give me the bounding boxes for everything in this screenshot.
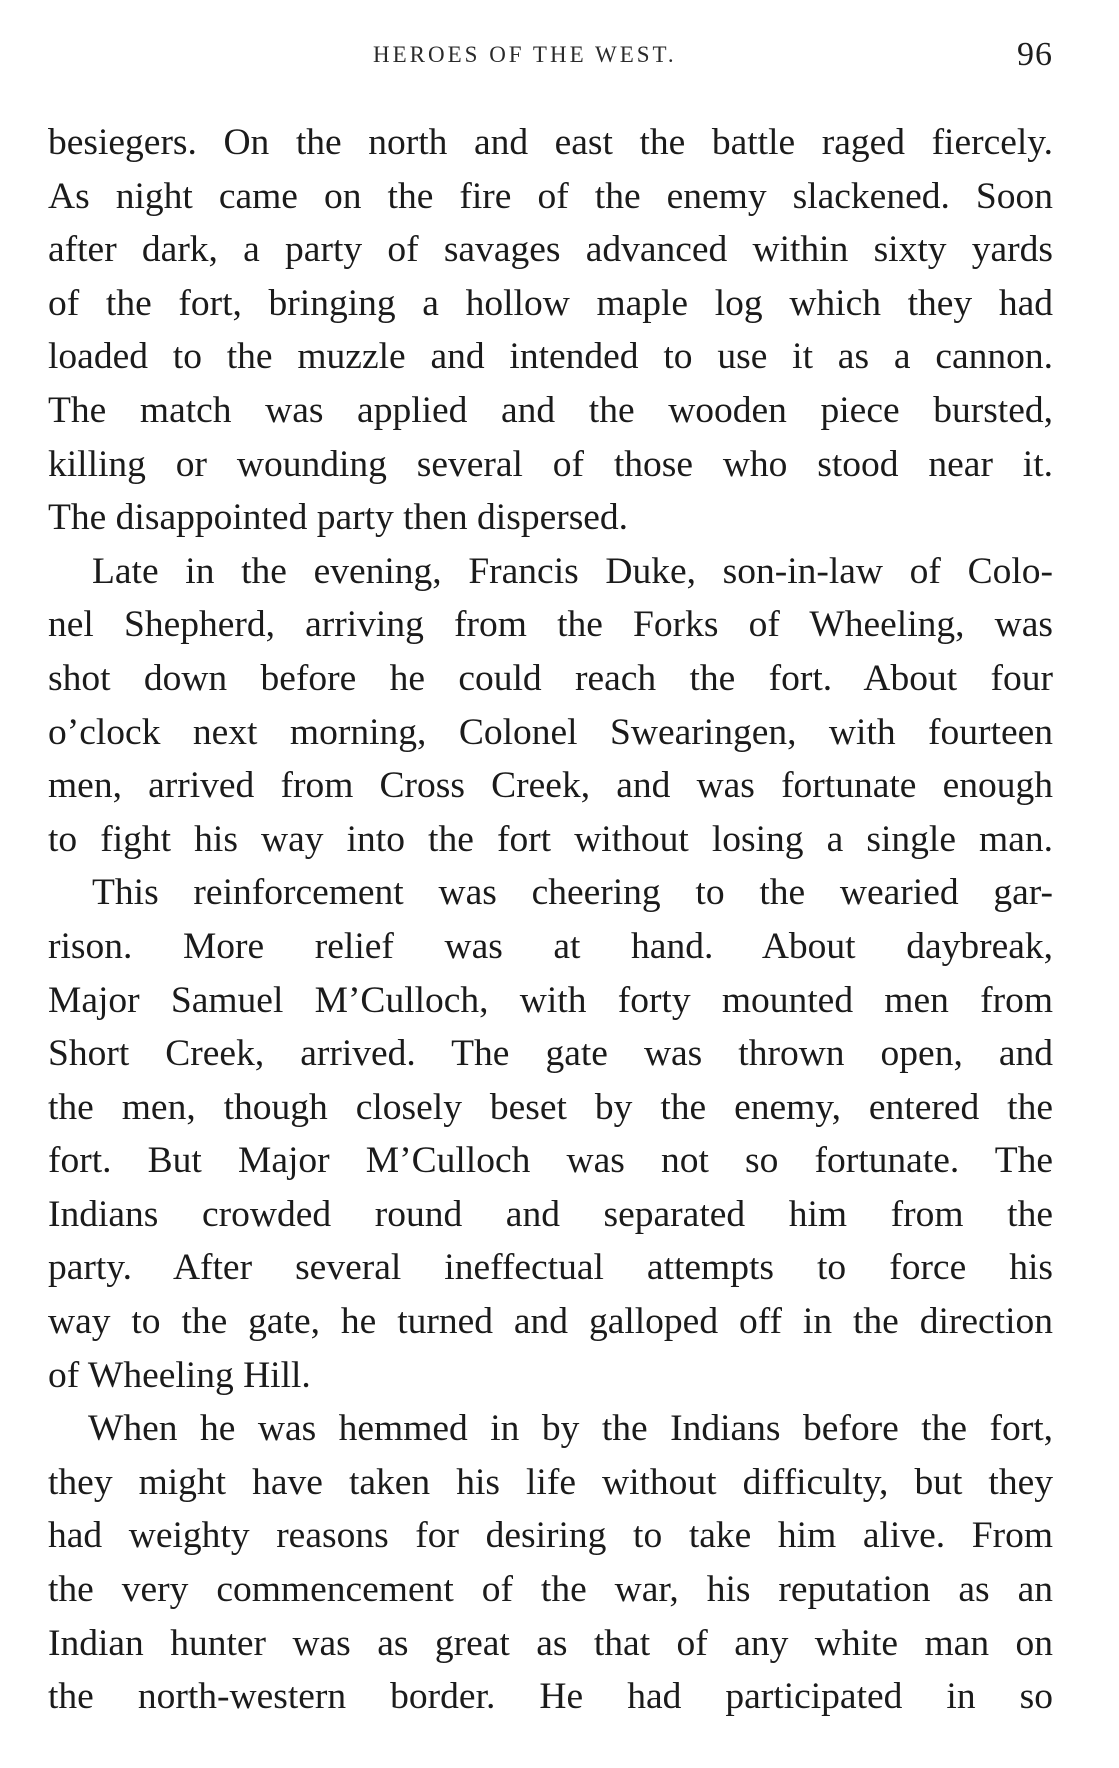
body-text [48, 116, 1053, 1724]
text-line: after dark, a party of savages advanced within sixty yards [48, 229, 1053, 271]
text-line: the north-western border. He had participated in so [48, 1676, 1053, 1718]
page-number: 96 [1017, 36, 1053, 73]
paragraph-2 [48, 545, 1053, 867]
text-line: the very commencement of the war, his reputation as an [48, 1569, 1053, 1611]
text-line: party. After several ineffectual attempts to force his [48, 1247, 1053, 1289]
text-line: Late in the evening, Francis Duke, son-in-law of Colo- [92, 550, 1053, 592]
text-line: Major Samuel M’Culloch, with forty mounted men from [48, 979, 1053, 1021]
text-line: Indian hunter was as great as that of any white man on [48, 1622, 1053, 1664]
text-line: nel Shepherd, arriving from the Forks of Wheeling, was [48, 604, 1053, 646]
text-line: to fight his way into the fort without losing a single man. [48, 818, 1053, 860]
paragraph-3 [48, 866, 1053, 1402]
text-line: Indians crowded round and separated him from the [48, 1193, 1053, 1235]
text-line: shot down before he could reach the fort. About four [48, 657, 1053, 699]
text-line: The match was applied and the wooden piece bursted, [48, 389, 1053, 431]
text-line: way to the gate, he turned and galloped off in the direction [48, 1301, 1053, 1343]
text-line: the men, though closely beset by the enemy, entered the [48, 1086, 1053, 1128]
text-line: had weighty reasons for desiring to take him alive. From [48, 1515, 1053, 1557]
text-line: besiegers. On the north and east the battle raged fiercely. [48, 122, 1053, 163]
text-line: of the fort, bringing a hollow maple log which they had [48, 282, 1053, 324]
text-line: rison. More relief was at hand. About daybreak, [48, 925, 1053, 967]
text-line: o’clock next morning, Colonel Swearingen, with fourteen [48, 711, 1053, 753]
text-line: When he was hemmed in by the Indians before the fort, [88, 1408, 1053, 1450]
text-line: killing or wounding several of those who stood near it. [48, 443, 1053, 485]
text-line: men, arrived from Cross Creek, and was fortunate enough [48, 765, 1053, 807]
running-header [48, 32, 1053, 82]
text-line: The disappointed party then dispersed. [48, 497, 629, 539]
text-line: of Wheeling Hill. [48, 1354, 311, 1396]
text-line: loaded to the muzzle and intended to use it as a cannon. [48, 336, 1053, 378]
text-line: As night came on the fire of the enemy slackened. Soon [48, 175, 1053, 217]
text-line: fort. But Major M’Culloch was not so fortunate. The [48, 1140, 1053, 1182]
text-line: This reinforcement was cheering to the wearied gar- [92, 872, 1053, 914]
text-line: Short Creek, arrived. The gate was thrown open, and [48, 1033, 1053, 1075]
paragraph-1 [48, 116, 1053, 545]
running-title: HEROES OF THE WEST. [373, 42, 677, 67]
paragraph-4 [48, 1402, 1053, 1724]
text-line: they might have taken his life without difficulty, but they [48, 1461, 1053, 1503]
